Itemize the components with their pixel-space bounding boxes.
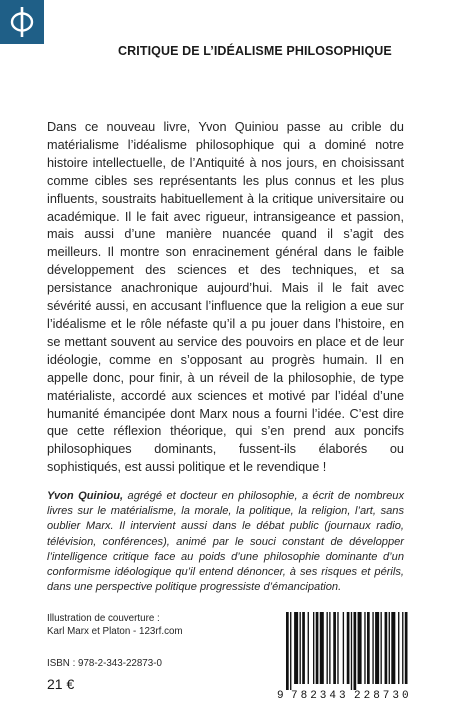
barcode-first-digit: 9 [277, 690, 284, 702]
barcode-bar [313, 612, 314, 684]
barcode-bar [385, 612, 388, 684]
barcode-bar [333, 612, 336, 684]
barcode-bars [283, 612, 413, 690]
barcode-bar [354, 612, 357, 690]
price: 21 € [47, 676, 75, 692]
barcode-bar [351, 612, 352, 690]
barcode-bar [329, 612, 330, 684]
barcode-bar [358, 612, 362, 684]
barcode-bar [286, 612, 289, 690]
publisher-logo [0, 0, 44, 44]
barcode-bar [364, 612, 365, 684]
barcode-bar [316, 612, 319, 684]
barcode-bar [337, 612, 338, 684]
barcode-bar [372, 612, 373, 684]
barcode-bar [302, 612, 305, 684]
barcode-left-group: 782343 [291, 690, 349, 702]
barcode-bar [290, 612, 291, 690]
author-name: Yvon Quiniou, [47, 490, 124, 502]
book-title: CRITIQUE DE L’IDÉALISME PHILOSOPHIQUE [118, 44, 392, 58]
barcode-bar [375, 612, 379, 684]
isbn: ISBN : 978-2-343-22873-0 [47, 658, 162, 669]
author-bio [47, 489, 404, 595]
barcode-bar [343, 612, 344, 684]
barcode-digits [277, 690, 419, 704]
book-description: Dans ce nouveau livre, Yvon Quiniou passe au crible du matérialisme l’idéalisme philosophique qui a dominé notre histoire intellectuelle, de l’Antiquité à nos jours, en choisissant comme cibles ses représentants les plus connus et les plus influents, soustraits habituellement à la critique universitaire ou académique. Il le fait avec rigueur, intransigeance et passion, mais aussi d’une manière nuancée quand il s’agit des meilleurs. Il montre son enracinement général dans le faible développement des sciences et des techniques, et sa persistance anachronique aujourd’hui. Mais il le fait avec sévérité aussi, en accusant l’influence que la religion a eue sur l’idéalisme et le rôle néfaste qu’il a pu jouer dans l’histoire, en se mettant souvent au service des pouvoirs en place et de leur idéologie, comme en s’opposant au progrès humain. Il en appelle donc, pour finir, à un réveil de la philosophie, de type matérialiste, accordé aux sciences et motivé par l’idéal d’une humanité émancipée dont Marx nous a fourni l’idée. C’est dire que cette réflexion théorique, qui s’en prend aux poncifs philosophiques dominants, fussent-ils élaborés ou sophistiqués, est aussi politique et le revendique ! [47, 120, 404, 475]
barcode-bar [398, 612, 399, 684]
barcode-bar [308, 612, 309, 684]
barcode-bar [405, 612, 408, 684]
barcode-bar [381, 612, 382, 684]
phi-symbol-icon [7, 5, 37, 39]
barcode-bar [294, 612, 298, 684]
barcode-bar [327, 612, 328, 684]
barcode-bar [389, 612, 390, 684]
barcode-bar [320, 612, 324, 684]
barcode-right-group: 228730 [354, 690, 412, 702]
barcode [283, 612, 413, 698]
barcode-bar [300, 612, 301, 684]
author-bio-text: agrégé et docteur en philosophie, a écrit de nombreux livres sur le matérialisme, la morale, la politique, la religion, l’art, sans oublier Marx. Il intervient aussi dans le débat public (journaux radio, télévision, conférences), animé par le souci constant de développer l’intelligence critique face au poids d’une philosophie dominante d’un conformisme idéologique qu’il entend dénoncer, à ses risques et périls, dans une perspective politique progressiste d’émancipation. [47, 490, 404, 594]
barcode-bar [402, 612, 403, 684]
cover-credits-source: Karl Marx et Platon - 123rf.com [47, 626, 183, 637]
barcode-bar [367, 612, 370, 684]
cover-credits [47, 612, 247, 638]
barcode-bar [347, 612, 350, 684]
cover-credits-label: Illustration de couverture : [47, 613, 160, 624]
barcode-bar [391, 612, 395, 684]
